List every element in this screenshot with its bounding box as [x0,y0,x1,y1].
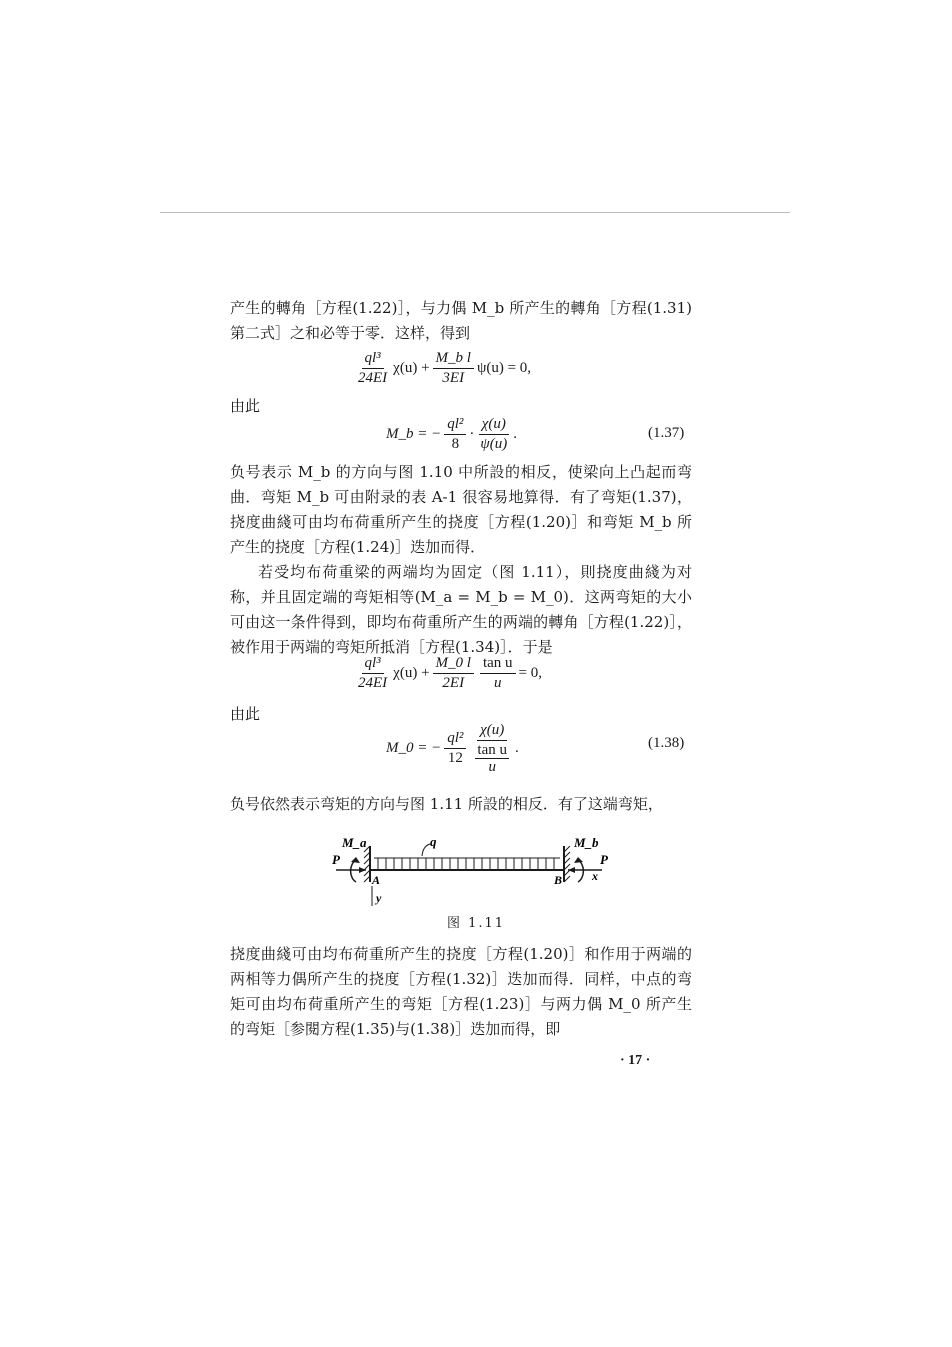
moment-b-arc [578,860,583,882]
x-axis-label: x [592,869,598,883]
force-p-left-arrowhead [359,867,366,873]
moment-ma-label: M_a [342,835,367,850]
beam-figure [326,832,622,910]
distributed-load [374,858,560,869]
force-p-right-label: P [600,852,608,867]
paragraph-1: 产生的轉角［方程(1.22)］，与力偶 M_b 所产生的轉角［方程(1.31)第二式］之和必等于零．这样，得到 [230,299,692,342]
force-p-right-arrowhead [568,867,575,873]
load-q-label: q [430,834,437,849]
equation-2: $\frac{\text{ql³}}{24EI}$ χ(u) + $\frac{M\_0 l}{2EI}$ $\frac{\text{tan u}}{u}$ = 0, [352,655,542,692]
paragraph-3: 若受均布荷重梁的两端均为固定（图 1.11），則挠度曲綫为对称，并且固定端的弯矩相等(M_a = M_b = M_0)．这两弯矩的大小可由这一条件得到，即均布荷重所产生的两端的轉角［方程(1.22)］，被作用于两端的弯矩所抵消［方程(1.34)］．于是 [230,563,692,656]
point-a-label: A [372,873,381,887]
equation-number-1-37: (1.37) [648,425,685,441]
fraction: $\frac{\text{ql²}}{8}$ [444,416,466,453]
load-pointer [422,844,430,856]
figure-caption: 图 1.11 [446,916,506,931]
fraction: $\frac{\text{ql³}}{24EI}$ [358,350,388,386]
equation-number-1-38: (1.38) [648,735,685,751]
right-fixed-support [564,846,570,882]
equation-1-38: M_0 = − $\frac{\text{ql²}}{12}$ $\frac{\chi(u)}{\frac{\text{tan u}}{u}}$ . [386,722,519,775]
y-axis-label: y [376,891,382,905]
moment-a-arrowhead [351,857,360,863]
paragraph-5: 挠度曲綫可由均布荷重所产生的挠度［方程(1.20)］和作用于两端的两相等力偶所产生的挠度［方程(1.32)］迭加而得．同样，中点的弯矩可由均布荷重所产生的弯矩［方程(1.23)］与两力偶 M_0 所产生的弯矩［参閱方程(1.35)与(1.38)］迭加而得，即 [230,945,692,1038]
moment-b-arrowhead [574,857,583,863]
point-b-label: B [554,873,563,887]
fraction: $\frac{\text{ql³}}{24EI}$ [358,655,388,691]
page-number: · 17 · [620,1053,651,1068]
equation-1: $\frac{\text{ql³}}{24EI}$ χ(u) + $\frac{\text{M\_b l}}{3EI}$ ψ(u) = 0, [352,350,531,387]
paragraph-4: 负号依然表示弯矩的方向与图 1.11 所設的相反．有了这端弯矩， [230,795,663,813]
fraction: $\frac{\chi(u)}{\psi(u)}$ [480,416,508,452]
force-p-left-label: P [332,852,340,867]
fraction: $\frac{M\_0 l}{2EI}$ [433,655,474,692]
equation-1-37: M_b = − $\frac{\text{ql²}}{8}$ · $\frac{\chi(u)}{\psi(u)}$ . [386,416,517,452]
label-youci-2: 由此 [230,705,261,723]
paragraph-2: 负号表示 M_b 的方向与图 1.10 中所設的相反，使梁向上凸起而弯曲．弯矩 M_b 可由附录的表 A-1 很容易地算得．有了弯矩(1.37)，挠度曲綫可由均布荷重所产生的挠度［方程(1.20)］和弯矩 M_b 所产生的挠度［方程(1.24)］迭加而得． [230,463,692,556]
header-rule [160,212,790,213]
fraction: $\frac{\text{ql²}}{12}$ [444,730,466,767]
fraction: $\frac{\chi(u)}{\frac{\text{tan u}}{u}}$ [477,722,507,775]
moment-a-arc [351,860,356,882]
fraction: $\frac{\text{tan u}}{u}$ [480,655,516,692]
fraction: $\frac{\text{M\_b l}}{3EI}$ [433,350,474,387]
left-fixed-support [364,846,370,882]
label-youci-1: 由此 [230,397,261,415]
moment-mb-label: M_b [574,835,599,850]
